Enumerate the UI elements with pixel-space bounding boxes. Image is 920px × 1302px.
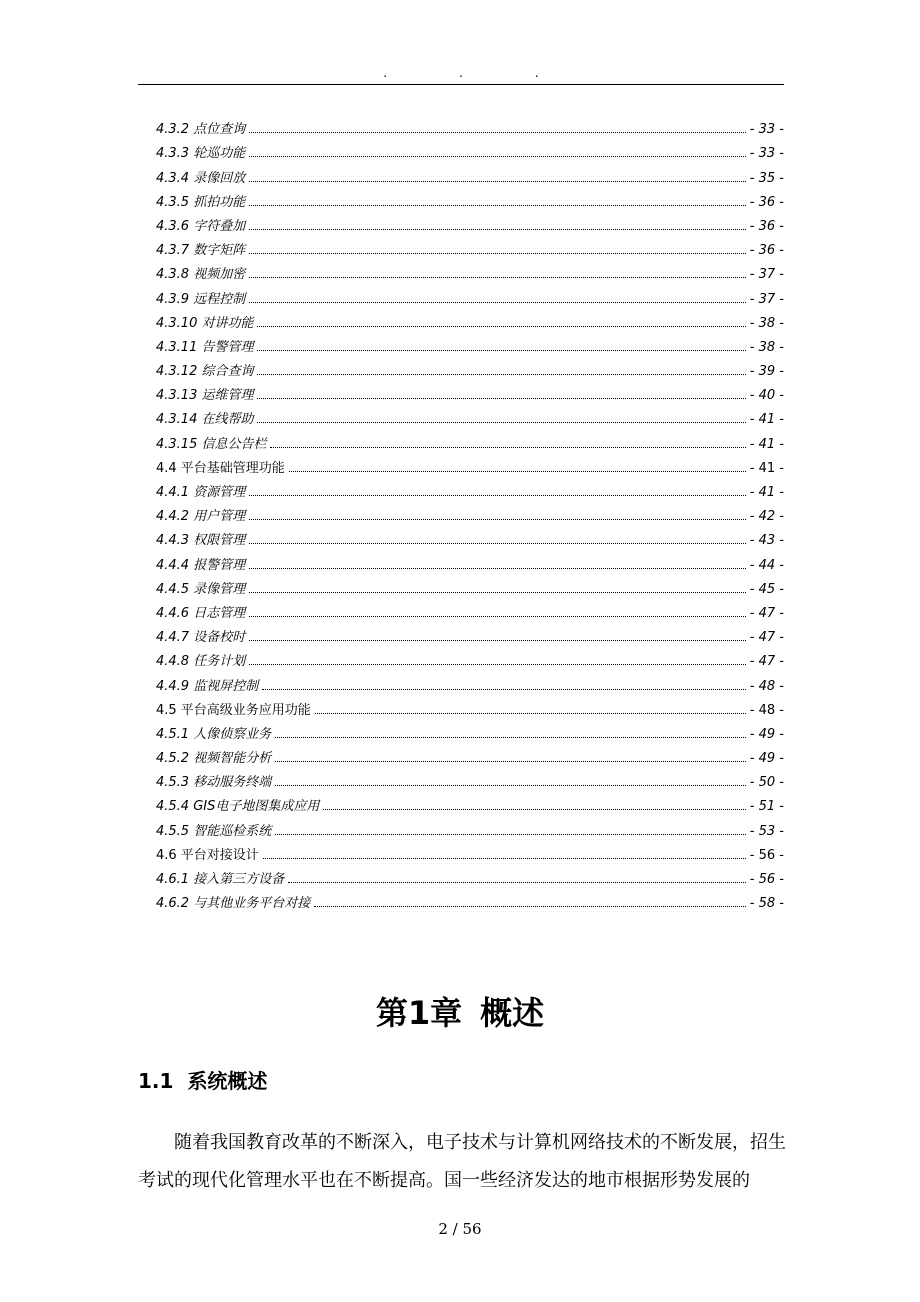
toc-entry-label: 4.4.3 权限管理: [156, 533, 246, 549]
toc-entry[interactable]: [156, 500, 784, 524]
toc-entry[interactable]: [156, 137, 784, 161]
header-mark: .: [383, 66, 388, 80]
toc-leader-dots: [249, 205, 746, 206]
table-of-contents: [156, 113, 784, 911]
toc-entry-page: - 37 -: [749, 267, 784, 283]
toc-entry-page: - 36 -: [749, 194, 784, 210]
toc-leader-dots: [314, 906, 746, 907]
toc-leader-dots: [275, 761, 746, 762]
toc-entry[interactable]: [156, 307, 784, 331]
toc-entry-label: 4.6 平台对接设计: [156, 847, 259, 863]
toc-leader-dots: [249, 568, 746, 569]
chapter-title: 概述: [480, 994, 545, 1032]
toc-entry[interactable]: [156, 452, 784, 476]
toc-leader-dots: [249, 664, 746, 665]
toc-leader-dots: [323, 809, 745, 810]
section-title: 系统概述: [187, 1069, 268, 1093]
toc-entry-page: - 35 -: [749, 170, 784, 186]
toc-entry[interactable]: [156, 331, 784, 355]
toc-entry-page: - 44 -: [749, 557, 784, 573]
toc-leader-dots: [249, 277, 746, 278]
toc-entry[interactable]: [156, 742, 784, 766]
toc-entry-label: 4.5.3 移动服务终端: [156, 775, 272, 791]
toc-entry-page: - 33 -: [749, 122, 784, 138]
toc-entry-label: 4.3.2 点位查询: [156, 122, 246, 138]
toc-leader-dots: [257, 374, 745, 375]
toc-entry[interactable]: [156, 186, 784, 210]
toc-entry[interactable]: [156, 887, 784, 911]
toc-entry-page: - 33 -: [749, 146, 784, 162]
toc-entry-label: 4.4.5 录像管理: [156, 581, 246, 597]
toc-leader-dots: [249, 181, 746, 182]
toc-leader-dots: [249, 302, 746, 303]
toc-entry-label: 4.4.2 用户管理: [156, 509, 246, 525]
toc-entry-page: - 41 -: [749, 460, 784, 476]
toc-entry-page: - 39 -: [749, 364, 784, 380]
page-number: 2 / 56: [438, 1220, 482, 1238]
toc-entry-label: 4.3.9 远程控制: [156, 291, 246, 307]
toc-entry-page: - 48 -: [749, 678, 784, 694]
toc-entry-label: 4.3.5 抓拍功能: [156, 194, 246, 210]
section-number: 1.1: [138, 1069, 174, 1093]
toc-entry[interactable]: [156, 210, 784, 234]
toc-leader-dots: [270, 447, 745, 448]
toc-entry-page: - 49 -: [749, 751, 784, 767]
toc-entry-page: - 58 -: [749, 896, 784, 912]
toc-entry[interactable]: [156, 766, 784, 790]
toc-entry-page: - 41 -: [749, 412, 784, 428]
toc-entry-label: 4.5.1 人像侦察业务: [156, 726, 272, 742]
toc-entry-page: - 45 -: [749, 581, 784, 597]
toc-leader-dots: [275, 737, 746, 738]
toc-entry[interactable]: [156, 234, 784, 258]
toc-entry-label: 4.3.15 信息公告栏: [156, 436, 267, 452]
page-header-marks: [138, 66, 784, 80]
toc-entry-label: 4.3.3 轮巡功能: [156, 146, 246, 162]
toc-entry-page: - 56 -: [749, 872, 784, 887]
toc-entry-page: - 47 -: [749, 654, 784, 670]
toc-entry[interactable]: [156, 403, 784, 427]
toc-entry-page: - 42 -: [749, 509, 784, 525]
toc-entry[interactable]: [156, 548, 784, 572]
toc-entry[interactable]: [156, 113, 784, 137]
toc-entry-label: 4.5.2 视频智能分析: [156, 751, 272, 767]
toc-entry-page: - 50 -: [749, 775, 784, 791]
toc-entry-page: - 36 -: [749, 218, 784, 234]
toc-leader-dots: [257, 422, 745, 423]
chapter-heading: [0, 988, 920, 1034]
toc-entry[interactable]: [156, 814, 784, 838]
toc-entry-page: - 37 -: [749, 291, 784, 307]
toc-entry-label: 4.3.12 综合查询: [156, 364, 254, 380]
toc-entry-page: - 48 -: [749, 702, 784, 718]
toc-entry-label: 4.4.4 报警管理: [156, 557, 246, 573]
toc-leader-dots: [288, 882, 746, 883]
toc-entry[interactable]: [156, 669, 784, 693]
toc-entry-label: 4.6.1 接入第三方设备: [156, 872, 285, 887]
toc-leader-dots: [249, 229, 746, 230]
toc-entry[interactable]: [156, 379, 784, 403]
section-heading: [138, 1065, 267, 1094]
toc-leader-dots: [249, 616, 746, 617]
toc-entry[interactable]: [156, 790, 784, 814]
header-rule: [138, 84, 784, 85]
toc-leader-dots: [249, 132, 746, 133]
toc-entry[interactable]: [156, 645, 784, 669]
toc-entry-label: 4.4.1 资源管理: [156, 485, 246, 500]
toc-leader-dots: [257, 326, 745, 327]
toc-entry-label: 4.4.7 设备校时: [156, 630, 246, 646]
toc-entry[interactable]: [156, 427, 784, 451]
toc-leader-dots: [249, 592, 746, 593]
toc-leader-dots: [262, 689, 746, 690]
toc-entry[interactable]: [156, 161, 784, 185]
toc-leader-dots: [263, 858, 746, 859]
toc-leader-dots: [249, 519, 746, 520]
header-mark: .: [534, 66, 539, 80]
toc-entry-label: 4.3.8 视频加密: [156, 267, 246, 283]
toc-entry-label: 4.5.4 GIS电子地图集成应用: [156, 799, 320, 815]
toc-entry-page: - 38 -: [749, 339, 784, 355]
toc-leader-dots: [257, 350, 745, 351]
toc-entry[interactable]: [156, 839, 784, 863]
header-mark: .: [459, 66, 463, 80]
toc-entry[interactable]: [156, 621, 784, 645]
toc-leader-dots: [249, 495, 746, 496]
toc-entry-label: 4.3.4 录像回放: [156, 170, 246, 186]
toc-entry-page: - 43 -: [749, 533, 784, 549]
toc-entry-label: 4.4.9 监视屏控制: [156, 678, 259, 694]
toc-entry-page: - 40 -: [749, 388, 784, 404]
toc-entry-label: 4.3.6 字符叠加: [156, 218, 246, 234]
toc-entry-page: - 38 -: [749, 315, 784, 331]
toc-entry-label: 4.4.8 任务计划: [156, 654, 246, 670]
toc-leader-dots: [257, 398, 745, 399]
toc-leader-dots: [315, 713, 746, 714]
toc-leader-dots: [249, 253, 746, 254]
toc-entry[interactable]: [156, 282, 784, 306]
toc-entry-label: 4.3.14 在线帮助: [156, 412, 254, 428]
toc-entry-page: - 51 -: [749, 799, 784, 815]
toc-entry[interactable]: [156, 718, 784, 742]
toc-entry-page: - 49 -: [749, 726, 784, 742]
toc-entry-label: 4.3.7 数字矩阵: [156, 243, 246, 259]
chapter-number: 第1章: [375, 994, 463, 1032]
toc-entry[interactable]: [156, 597, 784, 621]
toc-leader-dots: [275, 834, 746, 835]
toc-entry[interactable]: [156, 573, 784, 597]
toc-leader-dots: [289, 471, 746, 472]
toc-entry-page: - 36 -: [749, 243, 784, 259]
toc-entry[interactable]: [156, 524, 784, 548]
toc-entry[interactable]: [156, 694, 784, 718]
toc-entry-page: - 41 -: [749, 485, 784, 500]
toc-entry-label: 4.6.2 与其他业务平台对接: [156, 896, 311, 912]
toc-entry-page: - 56 -: [749, 847, 784, 863]
toc-entry[interactable]: [156, 258, 784, 282]
toc-entry-label: 4.4.6 日志管理: [156, 605, 246, 621]
toc-entry-page: - 47 -: [749, 605, 784, 621]
toc-entry[interactable]: [156, 476, 784, 500]
toc-leader-dots: [249, 543, 746, 544]
toc-entry[interactable]: [156, 355, 784, 379]
toc-entry-label: 4.5 平台高级业务应用功能: [156, 702, 311, 718]
toc-entry-page: - 47 -: [749, 630, 784, 646]
toc-entry-page: - 41 -: [749, 436, 784, 452]
toc-entry-page: - 53 -: [749, 823, 784, 839]
toc-leader-dots: [275, 785, 746, 786]
toc-leader-dots: [249, 156, 746, 157]
toc-entry-label: 4.4 平台基础管理功能: [156, 460, 285, 476]
toc-entry-label: 4.3.13 运维管理: [156, 388, 254, 404]
toc-entry-label: 4.3.10 对讲功能: [156, 315, 254, 331]
toc-entry-label: 4.5.5 智能巡检系统: [156, 823, 272, 839]
toc-entry-label: 4.3.11 告警管理: [156, 339, 254, 355]
body-paragraph: 随着我国教育改革的不断深入，电子技术与计算机网络技术的不断发展，招生考试的现代化管理水平也在不断提高。国一些经济发达的地市根据形势发展的: [138, 1132, 786, 1191]
toc-entry[interactable]: [156, 863, 784, 887]
toc-leader-dots: [249, 640, 746, 641]
